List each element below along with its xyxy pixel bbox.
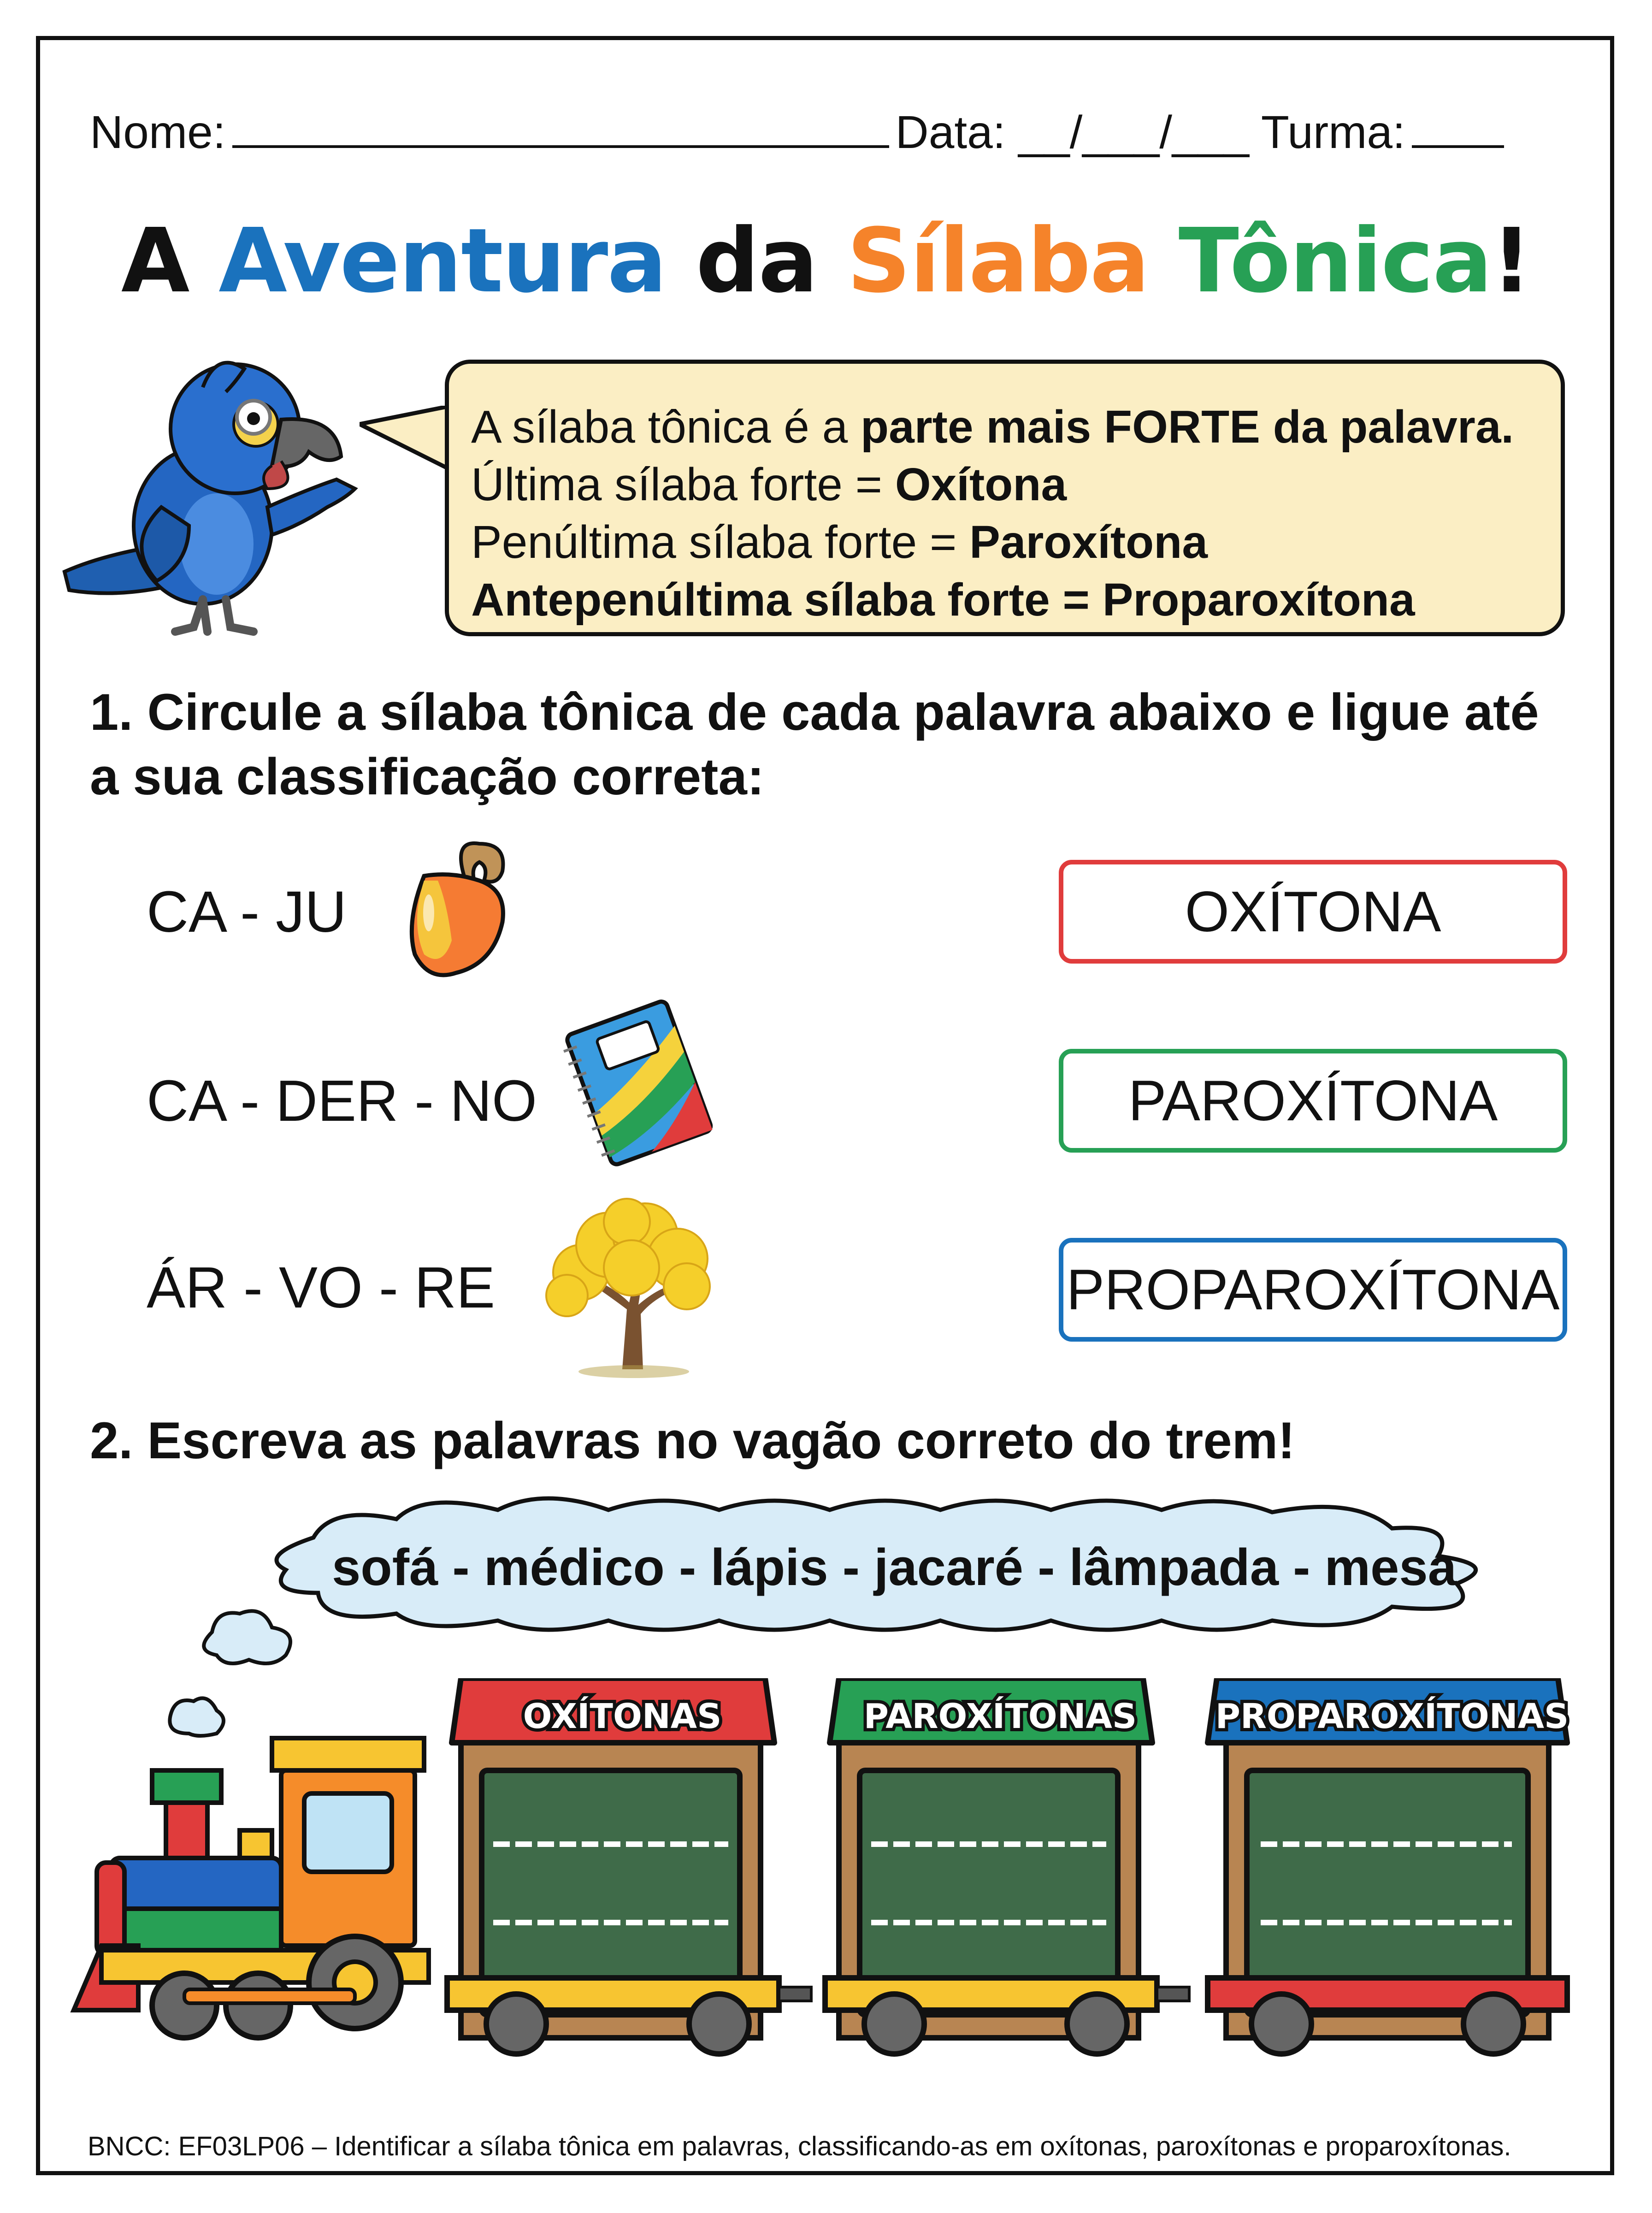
- question-text: 1. Circule a sílaba tônica de cada palavra abaixo e ligue até: [90, 683, 1539, 741]
- parrot-mascot-icon: [51, 350, 383, 645]
- title-part: da: [666, 210, 847, 313]
- name-label: Nome:: [90, 107, 226, 158]
- notebook-icon: [555, 996, 721, 1180]
- classification-label: OXÍTONA: [1185, 880, 1441, 944]
- bubble-text: A sílaba tônica é a: [471, 401, 861, 453]
- title-part: A: [121, 210, 219, 313]
- classification-box-oxitona[interactable]: [1059, 860, 1567, 964]
- tree-icon: [530, 1194, 733, 1388]
- train-wagons: [442, 1678, 1595, 2075]
- bubble-line: [471, 514, 1561, 571]
- title-part: Sílaba: [847, 210, 1149, 313]
- bubble-text: Última sílaba forte =: [471, 459, 895, 510]
- wagon-label-oxitonas: [461, 1697, 784, 1736]
- bncc-footer: BNCC: EF03LP06 – Identificar a sílaba tônica em palavras, classificando-as em oxítonas, paroxítonas e proparoxítonas.: [88, 2131, 1511, 2161]
- question-2-prompt: 2. Escreva as palavras no vagão correto do trem!: [90, 1412, 1295, 1469]
- word-arvore[interactable]: ÁR - VO - RE: [147, 1255, 496, 1320]
- wagon-label-paroxitonas: [839, 1697, 1162, 1736]
- classification-label: PROPAROXÍTONA: [1066, 1258, 1560, 1322]
- wagon-label-proparoxitonas: [1208, 1697, 1576, 1736]
- wagon-label-text: OXÍTONAS: [523, 1697, 722, 1736]
- wagon-label-text: PAROXÍTONAS: [863, 1697, 1137, 1736]
- classification-box-paroxitona[interactable]: [1059, 1049, 1567, 1153]
- title-part: !: [1491, 210, 1531, 313]
- speech-bubble-tail: [360, 406, 452, 470]
- classification-box-proparoxitona[interactable]: [1059, 1238, 1567, 1342]
- wagon-label-text: PROPAROXÍTONAS: [1215, 1697, 1569, 1736]
- student-info-header: [90, 106, 1510, 159]
- date-field[interactable]: __/___/___: [1018, 107, 1249, 158]
- word-caderno[interactable]: CA - DER - NO: [147, 1068, 537, 1133]
- page-title: [0, 210, 1652, 313]
- word-cajú[interactable]: CA - JU: [147, 879, 347, 944]
- classification-label: PAROXÍTONA: [1128, 1069, 1498, 1133]
- question-text: a sua classificação correta:: [90, 748, 765, 805]
- bubble-text: Penúltima sílaba forte =: [471, 516, 970, 568]
- bubble-text-bold: Oxítona: [895, 459, 1067, 510]
- bubble-text-bold: parte mais FORTE da palavra.: [861, 401, 1514, 453]
- class-field[interactable]: [1412, 109, 1504, 148]
- bubble-line: [471, 571, 1561, 629]
- class-label: Turma:: [1261, 107, 1405, 158]
- bubble-text-bold: Antepenúltima sílaba forte = Proparoxítona: [471, 574, 1415, 626]
- train-engine-icon: [65, 1724, 442, 2075]
- title-part: Tônica: [1148, 210, 1492, 313]
- question-1-prompt: [90, 680, 1539, 809]
- speech-bubble: [445, 360, 1565, 636]
- cashew-icon: [396, 830, 521, 987]
- bubble-line: [471, 456, 1561, 514]
- word-bank: sofá - médico - lápis - jacaré - lâmpada - mesa: [332, 1538, 1457, 1596]
- date-label: Data:: [895, 107, 1006, 158]
- bubble-line: [471, 398, 1561, 456]
- title-part: Aventura: [218, 210, 666, 313]
- bubble-text-bold: Paroxítona: [969, 516, 1208, 568]
- name-field[interactable]: [232, 109, 889, 148]
